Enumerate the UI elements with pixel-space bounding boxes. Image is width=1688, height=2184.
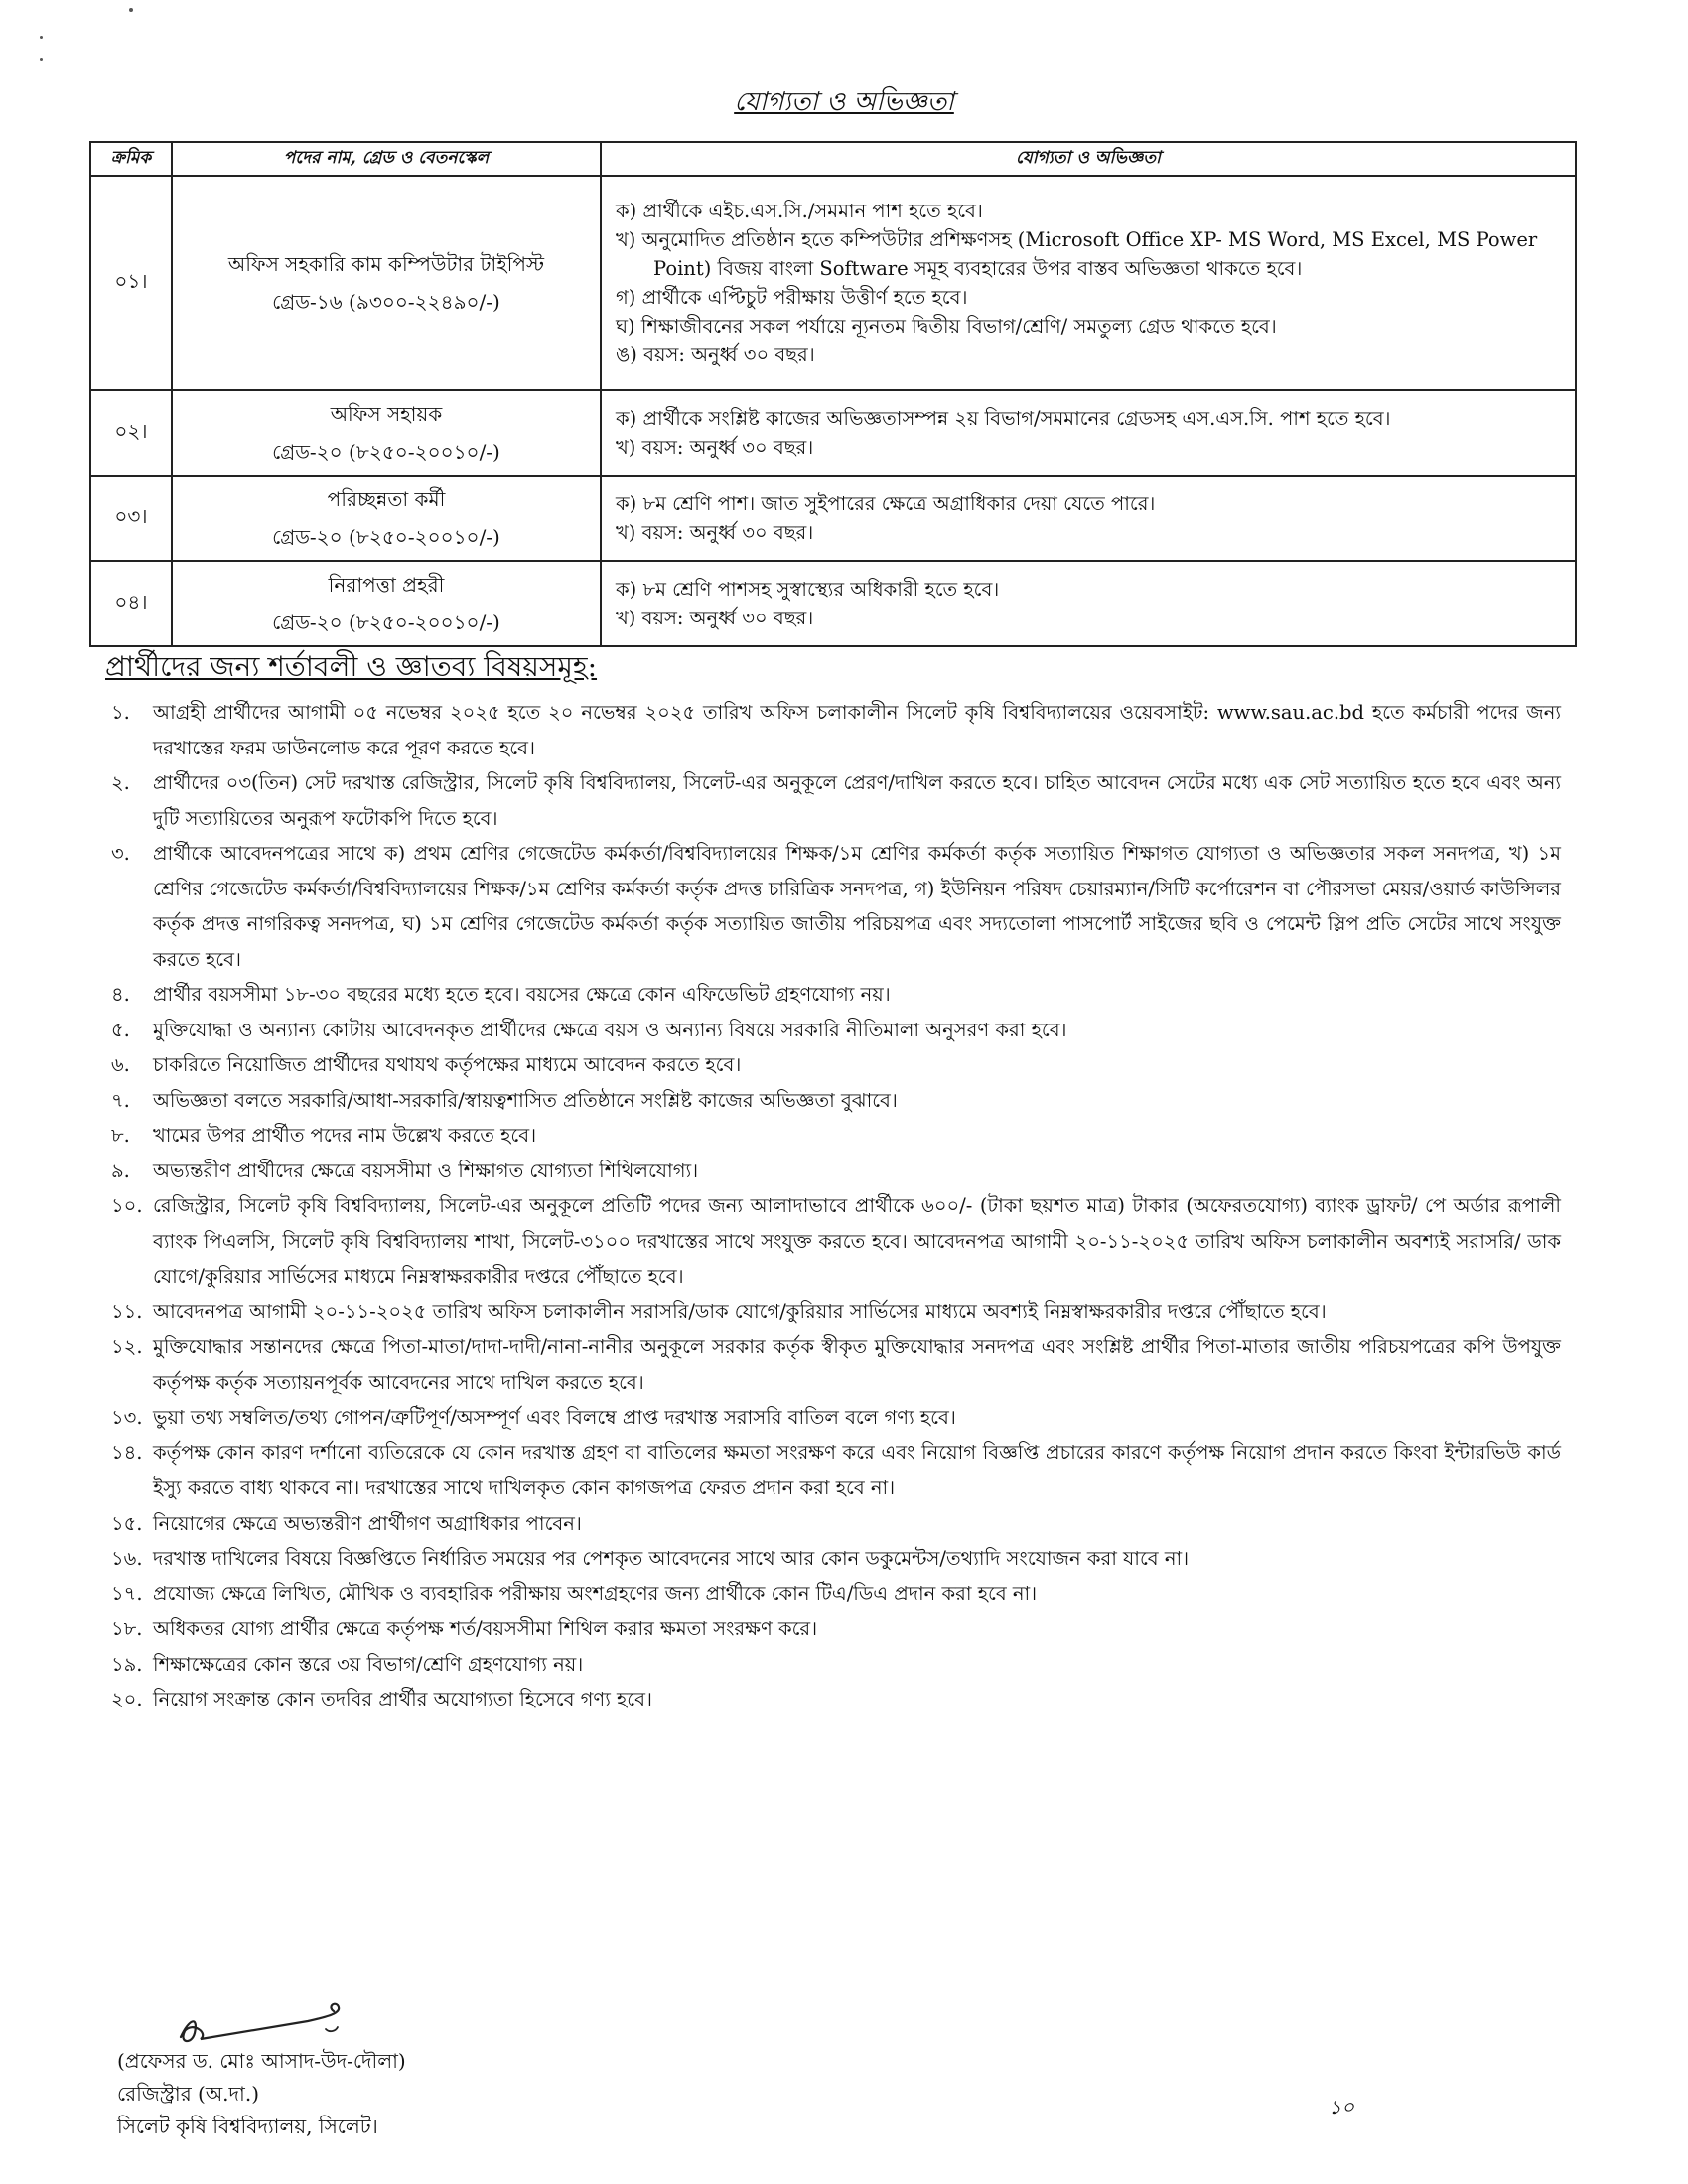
- condition-text: চাকরিতে নিয়োজিত প্রার্থীদের যথাযথ কর্তৃপক্ষের মাধ্যমে আবেদন করতে হবে।: [153, 1053, 742, 1076]
- condition-item: [111, 1295, 1561, 1330]
- row-serial: ০২।: [90, 390, 172, 476]
- table-row: [90, 176, 1576, 390]
- condition-item: [111, 1188, 1561, 1295]
- post-grade: গ্রেড-২০ (৮২৫০-২০০১০/-): [272, 525, 500, 549]
- column-header-qualification: যোগ্যতা ও অভিজ্ঞতা: [601, 142, 1576, 176]
- condition-number: ১.: [111, 701, 130, 724]
- condition-number: ৯.: [111, 1159, 130, 1182]
- condition-number: ১৮.: [111, 1617, 143, 1640]
- post-grade: গ্রেড-২০ (৮২৫০-২০০১০/-): [272, 611, 500, 634]
- condition-text: দরখাস্ত দাখিলের বিষয়ে বিজ্ঞপ্তিতে নির্ধারিত সময়ের পর পেশকৃত আবেদনের সাথে আর কোন ডকুমেন্টস/তথ্যাদি সংযোজন করা যাবে না।: [153, 1547, 1190, 1570]
- row-requirements: [601, 476, 1576, 561]
- condition-item: [111, 1541, 1561, 1576]
- requirement-item: খ) অনুমোদিত প্রতিষ্ঠান হতে কম্পিউটার প্রশিক্ষণসহ (Microsoft Office XP- MS Word, MS Excel, MS Power Point) বিজয় বাংলা Software সমূহ ব্যবহারের উপর বাস্তব অভিজ্ঞতা থাকতে হবে।: [616, 228, 1538, 280]
- row-post: [172, 561, 601, 646]
- condition-item: [111, 1154, 1561, 1189]
- condition-text: আবেদনপত্র আগামী ২০-১১-২০২৫ তারিখ অফিস চলাকালীন সরাসরি/ডাক যোগে/কুরিয়ার সার্ভিসের মাধ্যমে অবশ্যই নিম্নস্বাক্ষরকারীর দপ্তরে পৌঁছাতে হবে।: [153, 1299, 1327, 1323]
- condition-item: [111, 1013, 1561, 1048]
- requirement-item: ক) ৮ম শ্রেণি পাশ। জাত সুইপারের ক্ষেত্রে অগ্রাধিকার দেয়া যেতে পারে।: [616, 492, 1156, 515]
- requirement-item: ঘ) শিক্ষাজীবনের সকল পর্যায়ে ন্যূনতম দ্বিতীয় বিভাগ/শ্রেণি/ সমতুল্য গ্রেড থাকতে হবে।: [616, 315, 1277, 338]
- post-grade: গ্রেড-২০ (৮২৫০-২০০১০/-): [272, 440, 500, 464]
- condition-number: ১৬.: [111, 1547, 143, 1570]
- scan-speck: [129, 8, 133, 12]
- condition-number: ১৪.: [111, 1440, 143, 1464]
- row-post: [172, 476, 601, 561]
- condition-text: মুক্তিযোদ্ধার সন্তানদের ক্ষেত্রে পিতা-মাতা/দাদা-দাদী/নানা-নানীর অনুকূলে সরকার কর্তৃক স্বীকৃত মুক্তিযোদ্ধার সনদপত্র এবং সংশ্লিষ্ট প্রার্থীর পিতা-মাতার জাতীয় পরিচয়পত্রের কপি উপযুক্ত কর্তৃপক্ষ কর্তৃক সত্যায়নপূর্বক আবেদনের সাথে দাখিল করতে হবে।: [153, 1335, 1561, 1394]
- signatory-block: [117, 2045, 406, 2143]
- conditions-heading: প্রার্থীদের জন্য শর্তাবলী ও জ্ঞাতব্য বিষয়সমূহ:: [105, 650, 598, 683]
- condition-item: [111, 1647, 1561, 1683]
- conditions-list: [111, 695, 1561, 1717]
- post-grade: গ্রেড-১৬ (৯৩০০-২২৪৯০/-): [272, 290, 500, 314]
- condition-item: [111, 1118, 1561, 1154]
- row-serial: ০৪।: [90, 561, 172, 646]
- page-number: ১০: [1329, 2095, 1354, 2118]
- condition-item: [111, 765, 1561, 836]
- condition-item: [111, 1435, 1561, 1506]
- condition-text: খামের উপর প্রার্থীত পদের নাম উল্লেখ করতে হবে।: [153, 1124, 537, 1147]
- condition-number: ১২.: [111, 1335, 143, 1358]
- row-serial: ০৩।: [90, 476, 172, 561]
- signatory-name: (প্রফেসর ড. মোঃ আসাদ-উদ-দৌলা): [117, 2049, 406, 2073]
- column-header-post: পদের নাম, গ্রেড ও বেতনস্কেল: [172, 142, 601, 176]
- condition-text: শিক্ষাক্ষেত্রের কোন স্তরে ৩য় বিভাগ/শ্রেণি গ্রহণযোগ্য নয়।: [153, 1652, 584, 1676]
- condition-item: [111, 1083, 1561, 1119]
- condition-number: ৫.: [111, 1018, 130, 1041]
- requirement-item: গ) প্রার্থীকে এপ্টিচুট পরীক্ষায় উত্তীর্ণ হতে হবে।: [616, 286, 968, 309]
- condition-number: ৬.: [111, 1053, 130, 1076]
- condition-number: ১৫.: [111, 1511, 143, 1535]
- post-name: পরিচ্ছন্নতা কর্মী: [327, 487, 446, 511]
- condition-number: ১৭.: [111, 1581, 143, 1605]
- table-row: [90, 390, 1576, 476]
- condition-text: প্রার্থীকে আবেদনপত্রের সাথে ক) প্রথম শ্রেণির গেজেটেড কর্মকর্তা/বিশ্ববিদ্যালয়ের শিক্ষক/১ম শ্রেণির কর্মকর্তা কর্তৃক সত্যায়িত শিক্ষাগত যোগ্যতা ও অভিজ্ঞতার সকল সনদপত্র, খ) ১ম শ্রেণির গেজেটেড কর্মকর্তা/বিশ্ববিদ্যালয়ের শিক্ষক/১ম শ্রেণির কর্মকর্তা কর্তৃক প্রদত্ত চারিত্রিক সনদপত্র, গ) ইউনিয়ন পরিষদ চেয়ারম্যান/সিটি কর্পোরেশন বা পৌরসভা মেয়র/ওয়ার্ড কাউন্সিলর কর্তৃক প্রদত্ত নাগরিকত্ব সনদপত্র, ঘ) ১ম শ্রেণির গেজেটেড কর্মকর্তা কর্তৃক সত্যায়িত জাতীয় পরিচয়পত্র এবং সদ্যতোলা পাসপোর্ট সাইজের ছবি ও পেমেন্ট স্লিপ প্রতি সেটের সাথে সংযুক্ত করতে হবে।: [153, 842, 1561, 971]
- requirement-item: খ) বয়স: অনুর্ধ্ব ৩০ বছর।: [616, 436, 814, 459]
- signatory-institution: সিলেট কৃষি বিশ্ববিদ্যালয়, সিলেট।: [117, 2115, 378, 2138]
- column-header-serial: ক্রমিক: [90, 142, 172, 176]
- condition-number: ৩.: [111, 842, 130, 865]
- condition-item: [111, 836, 1561, 977]
- scan-speck: [40, 58, 43, 61]
- condition-item: [111, 1047, 1561, 1083]
- condition-number: ৪.: [111, 983, 130, 1006]
- condition-item: [111, 1611, 1561, 1647]
- post-name: অফিস সহায়ক: [330, 402, 443, 426]
- row-post: [172, 176, 601, 390]
- scan-speck: [40, 36, 43, 39]
- requirement-item: ক) প্রার্থীকে সংশ্লিষ্ট কাজের অভিজ্ঞতাসম্পন্ন ২য় বিভাগ/সমমানের গ্রেডসহ এস.এস.সি. পাশ হতে হবে।: [616, 407, 1391, 430]
- requirement-item: খ) বয়স: অনুর্ধ্ব ৩০ বছর।: [616, 607, 814, 629]
- condition-item: [111, 1506, 1561, 1542]
- condition-text: মুক্তিযোদ্ধা ও অন্যান্য কোটায় আবেদনকৃত প্রার্থীদের ক্ষেত্রে বয়স ও অন্যান্য বিষয়ে সরকারি নীতিমালা অনুসরণ করা হবে।: [153, 1018, 1067, 1041]
- handwritten-signature: [159, 1993, 357, 2053]
- condition-text: ভুয়া তথ্য সম্বলিত/তথ্য গোপন/ত্রুটিপূর্ণ/অসম্পূর্ণ এবং বিলম্বে প্রাপ্ত দরখাস্ত সরাসরি বাতিল বলে গণ্য হবে।: [153, 1406, 956, 1429]
- condition-text: অধিকতর যোগ্য প্রার্থীর ক্ষেত্রে কর্তৃপক্ষ শর্ত/বয়সসীমা শিথিল করার ক্ষমতা সংরক্ষণ করে।: [153, 1617, 818, 1640]
- condition-text: নিয়োগ সংক্রান্ত কোন তদবির প্রার্থীর অযোগ্যতা হিসেবে গণ্য হবে।: [153, 1688, 652, 1710]
- condition-number: ২০.: [111, 1688, 143, 1710]
- condition-text: রেজিস্ট্রার, সিলেট কৃষি বিশ্ববিদ্যালয়, সিলেট-এর অনুকূলে প্রতিটি পদের জন্য আলাদাভাবে প্রার্থীকে ৬০০/- (টাকা ছয়শত মাত্র) টাকার (অফেরতযোগ্য) ব্যাংক ড্রাফট/ পে অর্ডার রূপালী ব্যাংক পিএলসি, সিলেট কৃষি বিশ্ববিদ্যালয় শাখা, সিলেট-৩১০০ দরখাস্তের সাথে সংযুক্ত করতে হবে। আবেদনপত্র আগামী ২০-১১-২০২৫ তারিখ অফিস চলাকালীন অবশ্যই সরাসরি/ ডাক যোগে/কুরিয়ার সার্ভিসের মাধ্যমে নিম্নস্বাক্ষরকারীর দপ্তরে পৌঁছাতে হবে।: [153, 1194, 1561, 1288]
- condition-text: কর্তৃপক্ষ কোন কারণ দর্শানো ব্যতিরেকে যে কোন দরখাস্ত গ্রহণ বা বাতিলের ক্ষমতা সংরক্ষণ করে এবং নিয়োগ বিজ্ঞপ্তি প্রচারের কারণে কর্তৃপক্ষ নিয়োগ প্রদান করতে কিংবা ইন্টারভিউ কার্ড ইস্যু করতে বাধ্য থাকবে না। দরখাস্তের সাথে দাখিলকৃত কোন কাগজপত্র ফেরত প্রদান করা হবে না।: [153, 1440, 1561, 1499]
- row-requirements: [601, 561, 1576, 646]
- row-post: [172, 390, 601, 476]
- post-name: নিরাপত্তা প্রহরী: [328, 573, 445, 597]
- condition-text: প্রার্থীর বয়সসীমা ১৮-৩০ বছরের মধ্যে হতে হবে। বয়সের ক্ষেত্রে কোন এফিডেভিট গ্রহণযোগ্য নয়।: [153, 983, 891, 1006]
- table-row: [90, 561, 1576, 646]
- condition-number: ৭.: [111, 1088, 130, 1112]
- condition-text: অভিজ্ঞতা বলতে সরকারি/আধা-সরকারি/স্বায়ত্বশাসিত প্রতিষ্ঠানে সংশ্লিষ্ট কাজের অভিজ্ঞতা বুঝাবে।: [153, 1088, 898, 1112]
- row-serial: ০১।: [90, 176, 172, 390]
- condition-number: ১১.: [111, 1299, 143, 1323]
- condition-text: প্রার্থীদের ০৩(তিন) সেট দরখাস্ত রেজিস্ট্রার, সিলেট কৃষি বিশ্ববিদ্যালয়, সিলেট-এর অনুকূলে প্রেরণ/দাখিল করতে হবে। চাহিত আবেদন সেটের মধ্যে এক সেট সত্যায়িত হতে হবে এবং অন্য দুটি সত্যায়িতের অনুরূপ ফটোকপি দিতে হবে।: [153, 771, 1561, 830]
- condition-number: ১০.: [111, 1194, 143, 1217]
- requirement-item: ঙ) বয়স: অনুর্ধ্ব ৩০ বছর।: [616, 343, 815, 366]
- condition-item: [111, 1400, 1561, 1435]
- condition-text: প্রযোজ্য ক্ষেত্রে লিখিত, মৌখিক ও ব্যবহারিক পরীক্ষায় অংশগ্রহণের জন্য প্রার্থীকে কোন টিএ/ডিএ প্রদান করা হবে না।: [153, 1581, 1038, 1605]
- requirement-item: ক) ৮ম শ্রেণি পাশসহ সুস্বাস্থ্যের অধিকারী হতে হবে।: [616, 578, 1000, 601]
- post-name: অফিস সহকারি কাম কম্পিউটার টাইপিস্ট: [227, 252, 545, 276]
- qualification-table: [89, 141, 1577, 647]
- row-requirements: [601, 176, 1576, 390]
- requirement-item: খ) বয়স: অনুর্ধ্ব ৩০ বছর।: [616, 521, 814, 544]
- condition-text: নিয়োগের ক্ষেত্রে অভ্যন্তরীণ প্রার্থীগণ অগ্রাধিকার পাবেন।: [153, 1511, 582, 1535]
- condition-number: ১৯.: [111, 1652, 143, 1676]
- condition-item: [111, 1329, 1561, 1400]
- requirement-item: ক) প্রার্থীকে এইচ.এস.সি./সমমান পাশ হতে হবে।: [616, 200, 983, 222]
- condition-text: আগ্রহী প্রার্থীদের আগামী ০৫ নভেম্বর ২০২৫ হতে ২০ নভেম্বর ২০২৫ তারিখ অফিস চলাকালীন সিলেট কৃষি বিশ্ববিদ্যালয়ের ওয়েবসাইট: www.sau.ac.bd হতে কর্মচারী পদের জন্য দরখাস্তের ফরম ডাউনলোড করে পূরণ করতে হবে।: [153, 701, 1561, 759]
- condition-item: [111, 695, 1561, 765]
- row-requirements: [601, 390, 1576, 476]
- table-header-row: [90, 142, 1576, 176]
- condition-number: ২.: [111, 771, 130, 794]
- table-row: [90, 476, 1576, 561]
- condition-item: [111, 1682, 1561, 1717]
- condition-item: [111, 977, 1561, 1013]
- condition-text: অভ্যন্তরীণ প্রার্থীদের ক্ষেত্রে বয়সসীমা ও শিক্ষাগত যোগ্যতা শিথিলযোগ্য।: [153, 1159, 699, 1182]
- condition-number: ১৩.: [111, 1406, 143, 1429]
- condition-number: ৮.: [111, 1124, 130, 1147]
- document-title: যোগ্যতা ও অভিজ্ঞতা: [734, 87, 954, 117]
- condition-item: [111, 1576, 1561, 1612]
- signatory-designation: রেজিস্ট্রার (অ.দা.): [117, 2082, 260, 2106]
